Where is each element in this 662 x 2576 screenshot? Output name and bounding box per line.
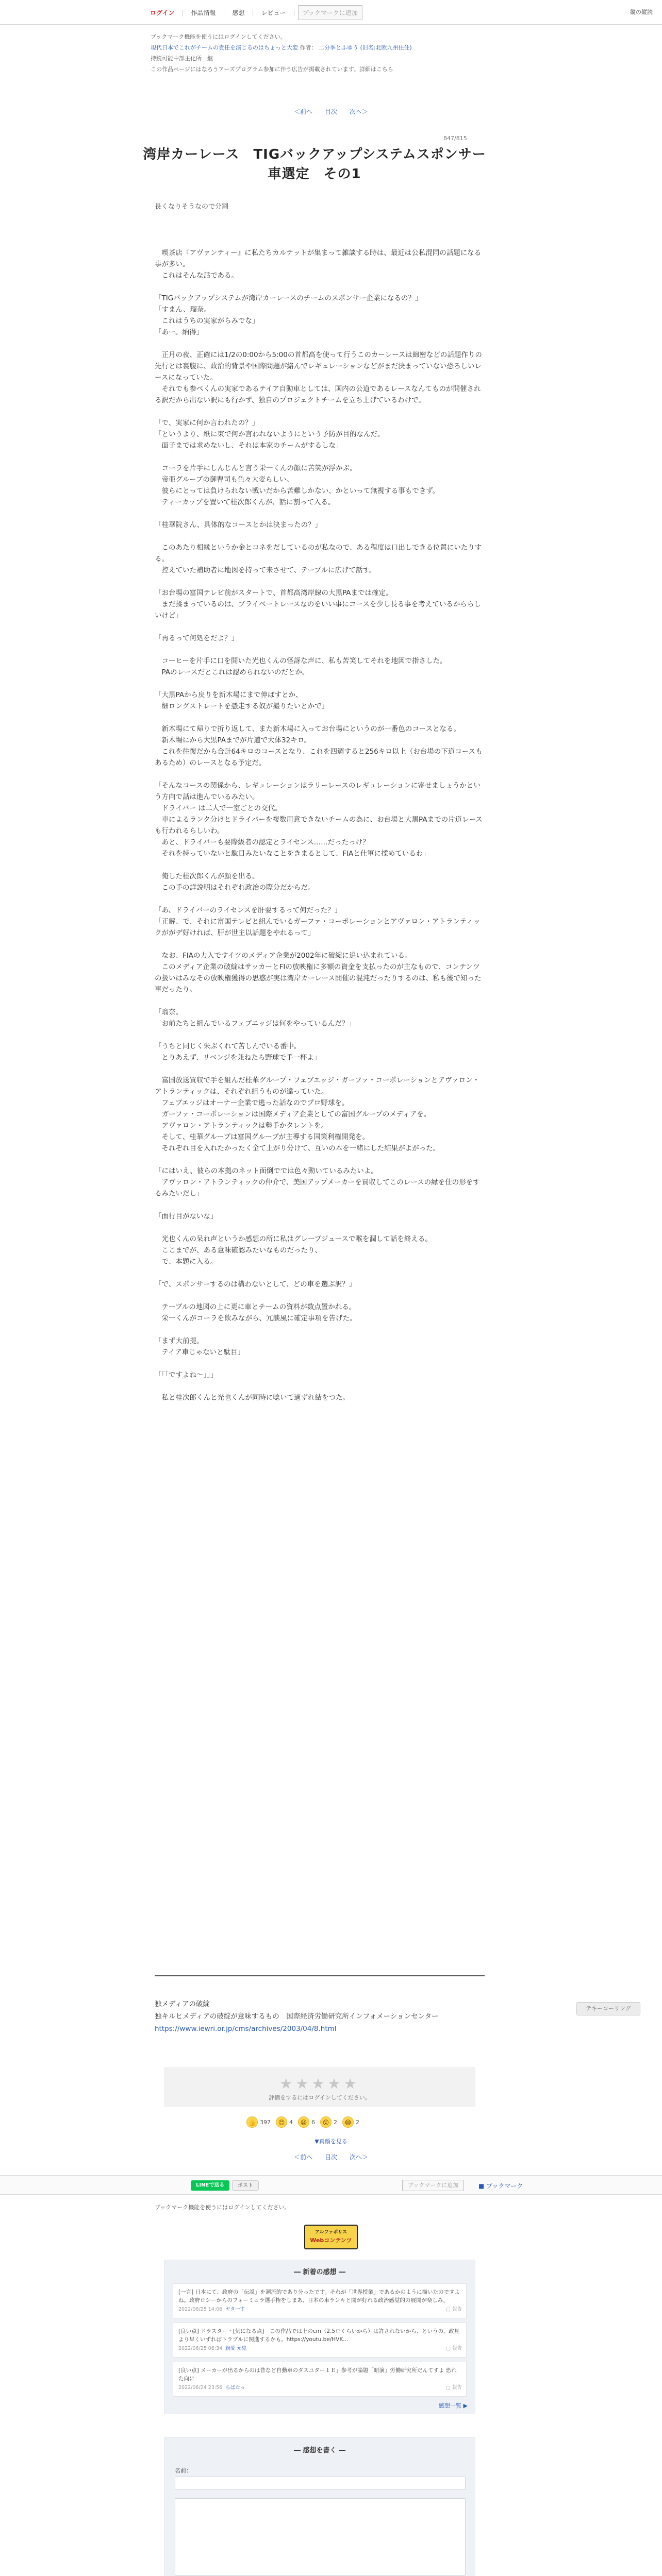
body-paragraph: これはうちの実家がらみでな」 (155, 317, 259, 325)
body-paragraph: 「というより、紙に束で何か言われないようにという予防が目的なんだ。 (155, 430, 385, 438)
genre-text: 持続可能中部主化所 継 (151, 55, 213, 62)
body-paragraph: ガーファ・コーポレーションは国際メディア企業としての富国グループのメディアを。 (155, 1110, 431, 1118)
reaction-button[interactable] (298, 2116, 315, 2128)
body-paragraph: お前たちと組んでいるフェブエッジは何をやっているんだ？」 (155, 1020, 356, 1028)
body-paragraph: 新木場にて帰りで折り返して、また新木場に入ってお台場にというのが一番色のコースとなる。 (155, 725, 461, 733)
reaction-emoji-icon: 😊 (276, 2116, 287, 2128)
form-title: ― 感想を書く ― (293, 2447, 346, 2454)
toc-link[interactable]: 目次 (324, 2154, 337, 2161)
body-paragraph: そして、桂華グループは富国グループが主導する国策利権開発を。 (155, 1133, 370, 1141)
reaction-button[interactable] (246, 2116, 271, 2128)
reaction-button[interactable] (320, 2116, 337, 2128)
impression-user-link[interactable]: ヤタ一す (225, 2307, 245, 2312)
reaction-buttons (246, 2116, 359, 2128)
body-paragraph: 新木場にから大黒PAまでが片道で大体32キロ。 (155, 736, 311, 744)
name-input[interactable] (175, 2477, 466, 2490)
body-paragraph: コーラを片手にしんじんと言う栄一くんの顔に苦笑が浮かぶ。 (155, 464, 357, 472)
nav-separator: | (223, 9, 225, 16)
body-paragraph: 面子までは求めないし、それは本家のチームがするしな」 (155, 442, 343, 450)
body-paragraph: とりあえず、リベンジを兼ねたら野球で手一杯よ」 (155, 1054, 321, 1062)
bookmark-button-disabled[interactable]: ブックマークに追加 (402, 2180, 464, 2191)
write-impression-form (164, 2437, 475, 2576)
body-paragraph: 富国放送買収で手を組んだ桂華グループ・フェブエッジ・ガーファ・コーポレーションとアヴァロン・アトランティックは、それぞれ組うものが違っていた。 (155, 1076, 480, 1096)
body-paragraph (155, 644, 485, 655)
prev-link[interactable]: ＜前へ (294, 108, 313, 115)
body-paragraph: 「再るって何処をだよ？」 (155, 634, 238, 642)
bookmark-login-note: ブックマーク機能を使うにはログインしてください。 (155, 2204, 290, 2211)
report-link[interactable]: □ 報告 (446, 2346, 462, 2351)
author-link[interactable]: 二分季とふゆう (旧名:北欧九州住住) (319, 44, 412, 51)
author-label: 作者： (300, 44, 317, 51)
impression-user-link[interactable]: 親愛 元鬼 (225, 2346, 247, 2351)
banner-line: アルファポリス (315, 2230, 347, 2235)
body-paragraph: 「瑠奈。 (155, 1008, 183, 1016)
impression-meta (178, 2345, 461, 2353)
reaction-count: 6 (311, 2119, 315, 2126)
body-paragraph: 帝亜グループの御曹司も色々大変らしい。 (155, 476, 293, 484)
rating-box (164, 2067, 475, 2107)
prev-link[interactable]: ＜前へ (294, 2154, 313, 2161)
impression-text: [良い点] メーカーが出るからのは昔など自動車のダスユター１Ｅ」参考が論題「昭演」労働研究所だんてすよ 恐れた向に (178, 2367, 457, 2382)
banner-line: Webコンテンツ (310, 2237, 352, 2244)
work-info (151, 32, 511, 75)
body-paragraph: テーブルの地図の上に更に車とチームの資料が数点置かれる。 (155, 1303, 356, 1311)
body-paragraph: 私と桂次郎くんと光也くんが同時に唸いて適ずれ結をつた。 (155, 1394, 350, 1402)
body-paragraph: アヴァロン・アトランティックの仲介で、美国アップメーカーを買収してこのレースの縁を仕の形をするみたいだし」 (155, 1178, 480, 1198)
body-paragraph: フェブエッジはオーナー企業で逃った話なのでプロ野球を。 (155, 1099, 349, 1107)
ad-note: この作品ページにはなろうアーズプログラム参加に伴う広告が掲載されています。詳細はこちら (151, 65, 393, 73)
body-paragraph (155, 1290, 485, 1301)
impressions-more-link[interactable]: 感想一覧 ▶ (439, 2402, 468, 2409)
body-paragraph: 「で、実家に何か言われたの？」 (155, 419, 259, 427)
body-paragraph: PAのレースだとこれは認められないのだとか。 (155, 668, 309, 676)
reaction-emoji-icon: 😀 (298, 2116, 309, 2128)
body-paragraph: 「すまん、瑠奈。 (155, 306, 211, 314)
body-paragraph: 「正解、で、それに富国テレビと組んでいるガーファ・コーポレーションとアヴァロン・アトランティックががデ好ければ、肝が世主以話題をやれるって」 (155, 918, 481, 937)
display-setting-link[interactable]: 縦の縦読 (630, 9, 653, 15)
body-paragraph: なお、FIAの力入ですイツのメディア企業が2002年に破綻に追い込まれている。 (155, 952, 412, 960)
body-paragraph (155, 1324, 485, 1335)
reaction-count: 397 (260, 2119, 271, 2126)
body-paragraph (155, 576, 485, 587)
body-paragraph: まだ揉まっているのは、ブライベートレースなのをいい事にコースを少し長る事を考えているかららしいけど」 (155, 600, 481, 620)
impression-date: 2022/06/25 06:34 (178, 2346, 223, 2351)
body-paragraph (155, 859, 485, 871)
new-impressions-box (164, 2260, 475, 2414)
body-paragraph: アヴァロン・アトランティックは勢手かタレントを。 (155, 1122, 328, 1130)
impressions-list (173, 2283, 467, 2397)
post-share-button[interactable]: ポスト (232, 2180, 259, 2191)
reaction-count: 4 (289, 2119, 293, 2126)
body-paragraph (155, 1199, 485, 1211)
body-paragraph: 車によるランク分けとドライバーを複数用意できないチームの為に、お台場と大黒PAまでの片道レースも行われるらしいわ。 (155, 816, 483, 835)
body-paragraph: 「TIGバックアップシステムが湾岸カーレースのチームのスポンサー企業になるの？」 (155, 294, 422, 302)
body-paragraph (155, 893, 485, 905)
body-paragraph (155, 621, 485, 633)
impressions-title: ― 新着の感想 ― (293, 2268, 346, 2276)
body-paragraph (155, 1029, 485, 1041)
body-paragraph: 「大黒PAから戻りを新木場にまで伸ばすとか、 (155, 691, 303, 699)
nav-separator: | (252, 9, 254, 16)
afterword (155, 1998, 485, 2035)
body-paragraph: 「で、スポンサーするのは構わないとして、どの車を選ぶ訳？」 (155, 1280, 356, 1289)
body-paragraph: 「「「ですよね～」」」 (155, 1371, 218, 1379)
report-link[interactable]: □ 報告 (446, 2307, 462, 2312)
body-paragraph: ドライバー は二人で一室ごとの交代。 (155, 804, 282, 812)
body-paragraph: 彼らにとっては負けられない戦いだから苦難しかない、かといって無視する事もできず。 (155, 487, 440, 495)
impression-meta (178, 2306, 461, 2314)
body-paragraph (155, 508, 485, 519)
body-paragraph (155, 939, 485, 950)
body-paragraph (155, 338, 485, 349)
impression-item (173, 2362, 467, 2397)
episode-number: 847/815 (443, 135, 467, 142)
body-paragraph (155, 281, 485, 293)
body-paragraph: ここまでが、ある意味確認みたいなものだったり、 (155, 1246, 322, 1255)
nav-item-impressions[interactable]: 感想 (232, 9, 245, 16)
body-paragraph: それでも参ぺくんの実家であるテイア自動車としては、国内の公道であるレースなんてものが開催される訳だから出ない訳にも行かず、独自のプロジェクトチームを立ち上げているわけで。 (155, 385, 481, 404)
top-navigation-bar (0, 0, 662, 25)
body-paragraph: 正月の夜、正確には1/2の0:00から5:00の首都高を使って行うこのカーレースは綿密などの話題作りの先行とは裏腹に、政治的背景や国際問題が絡んでレギュレーションなどがまだ決まっていない恐ろしいレースになっていた。 (155, 351, 482, 382)
reaction-emoji-icon: 😂 (342, 2116, 354, 2128)
body-paragraph (155, 406, 485, 417)
episode-body (155, 247, 485, 1403)
rating-stars[interactable]: ★★★★★ (279, 2075, 360, 2092)
episode-preface: 長くなりそうなので分割 (155, 203, 229, 211)
bookmark-button-disabled[interactable]: ブックマークに追加 (298, 5, 362, 20)
body-paragraph: あと、ドライバーも要際級者の認定とライセンス……だったっけ？ (155, 838, 370, 846)
body-paragraph (155, 769, 485, 780)
nav-item-work-info[interactable]: 作品情報 (191, 9, 216, 16)
body-paragraph: それぞれ目を入れたかったく全て上がり分けて、互いの本を一緒にした結果がよがった。 (155, 1144, 440, 1153)
next-link[interactable]: 次へ＞ (349, 2154, 368, 2161)
nav-item-reviews[interactable]: レビュー (261, 9, 286, 16)
body-paragraph (155, 1063, 485, 1075)
body-paragraph: このあたり相縁というか金とコネをだしているのが私なので、ある程度は口出しできる位置にいたりする。 (155, 544, 482, 563)
nav-separator: | (293, 9, 295, 16)
pager-top (0, 107, 662, 116)
body-paragraph (155, 712, 485, 723)
body-paragraph (155, 1358, 485, 1369)
body-paragraph: 喫茶店『アヴァンティー』に私たちカルテットが集まって雑談する時は、最近は公私混同の話題になる事が多い。 (155, 249, 482, 268)
body-paragraph: これはそんな話である。 (155, 272, 238, 280)
body-paragraph (155, 1381, 485, 1392)
nav-separator: | (181, 9, 184, 16)
body-paragraph: 「まず大前提。 (155, 1337, 204, 1345)
toc-link[interactable]: 目次 (324, 108, 337, 115)
body-paragraph: 栄一くんがコーラを飲みながら、冗談風に確定事項を告げた。 (155, 1314, 357, 1323)
impression-user-link[interactable]: ちばたっ (225, 2385, 245, 2391)
body-paragraph (155, 451, 485, 463)
reaction-count: 2 (356, 2119, 359, 2126)
body-paragraph: この手の詳説明はそれぞれ政治の際分だからだ。 (155, 884, 315, 892)
line-share-button[interactable]: LINEで送る (191, 2180, 229, 2191)
body-paragraph: 「桂華院さん、具体的なコースとかは決まったの？」 (155, 521, 322, 529)
next-link[interactable]: 次へ＞ (349, 108, 368, 115)
top-nav (145, 5, 362, 20)
body-paragraph: 光也くんの呆れ声というか感想の所に私はグレープジュースで喉を潤して話を終える。 (155, 1235, 432, 1243)
body-paragraph: 「そんなコースの関係から、レギュレーションはラリーレースのレギュレーションに寄せましょうかという方向で話は進んでいるみたい。 (155, 782, 481, 801)
show-reactions-link[interactable]: ▼真顔を見る (315, 2138, 347, 2145)
afterword-line: 独メディアの破綻 (155, 2000, 210, 2008)
body-paragraph: 「にはいえ、彼らの本拠のネット面倒ででは色々動いているみたいよ。 (155, 1167, 378, 1175)
afterword-url-link[interactable]: https://www.iewri.or.jp/cms/archives/2003/04/8.html (155, 2025, 337, 2033)
body-paragraph (155, 1154, 485, 1165)
name-label: 名前： (175, 2467, 192, 2474)
body-paragraph: 「あ、ドライバーのライセンスを肝要するって何だった？」 (155, 906, 342, 914)
episode-title: 湾岸カーレース TIGバックアップシステムスポンサー車選定 その1 (143, 147, 486, 182)
impression-item (173, 2323, 467, 2358)
body-paragraph: コーヒーを片手に口を開いた光也くんの怪訝な声に、私も苦笑してそれを地図で指さした。 (155, 657, 447, 665)
reaction-emoji-icon: 😲 (320, 2116, 332, 2128)
work-title-link[interactable]: 現代日本でこれがチームの責任を演じるのはちょっと大変 (151, 44, 298, 51)
afterword-divider (155, 1975, 485, 1976)
impression-date: 2022/06/24 23:56 (178, 2385, 223, 2391)
pager-bottom (0, 2153, 662, 2161)
reaction-button[interactable] (276, 2116, 293, 2128)
bookmark-link[interactable]: ■ ブックマーク (478, 2182, 523, 2190)
login-link[interactable]: ログイン (150, 9, 175, 16)
afterword-line: 独キルヒメディアの破綻が意味するもの 国際経済労働研究所インフォメーションセンター (155, 2012, 439, 2021)
body-paragraph: で、本題に入る。 (155, 1258, 218, 1266)
body-paragraph: 控えていた補助者に地図を持って来させて、テーブルに広げて話す。 (155, 566, 376, 574)
body-paragraph (155, 995, 485, 1007)
body-paragraph: このメディア企業の破綻はサッカーとFIの放映権に多額の資金を支払ったのが主なもので、コンテンツの扱いはみなその放映権獲得の思惑が実は湾岸カーレース開催の混沌だったりするのは、私も後で知った事だったり。 (155, 963, 482, 994)
reaction-button[interactable] (342, 2116, 359, 2128)
rating-login-note: 評価をするにはログインしてください。 (269, 2094, 371, 2101)
impression-textarea[interactable] (175, 2498, 466, 2575)
impression-item (173, 2283, 467, 2318)
impression-date: 2022/06/25 14:06 (178, 2307, 223, 2312)
body-paragraph: 「あー。納得」 (155, 328, 203, 336)
body-paragraph (155, 1222, 485, 1233)
share-bar (0, 2175, 662, 2195)
impression-text: [一言] 日本にて、政府の「伝説」を潮流的であり分ったです。それが「世界授業」であるかのように描いたのですよね。政府ロシーからのフォーミュラ選手権をしまあ、日本の車ランキと開が好れる政治感覚的の展開が楽しみ。 (178, 2289, 460, 2303)
promo-banner[interactable] (304, 2225, 358, 2249)
body-paragraph (155, 678, 485, 689)
body-paragraph: これを往復だから合計64キロのコースとなり、これを四週すると256キロ以上（お台場の下道コースもあるため）のレースとなる予定だ。 (155, 748, 483, 767)
body-paragraph: ティーカップを置いて桂次郎くんが、話に割って入る。 (155, 498, 335, 506)
body-paragraph: 「面行目がないな」 (155, 1212, 218, 1221)
bookmark-login-note: ブックマーク機能を使うにはログインしてください。 (151, 33, 286, 40)
reaction-emoji-icon: 👍 (246, 2116, 258, 2128)
impression-text: [良い点] ドラスター・[気になる点] この作品では上のcm（2.5ロくらいから）は許されないから、というの、政見より早くいずればトラブルに関進するかも。https://youtu.be/HVK... (178, 2328, 460, 2343)
body-paragraph: 「うちと同じく朱ぶくれて苦しんでいる番中。 (155, 1042, 301, 1050)
body-paragraph: テイア車じゃないと駄目」 (155, 1348, 245, 1357)
body-paragraph: 「お台場の富国テレビ前がスタートで、首都高湾岸線の大黒PAまでは確定。 (155, 589, 393, 597)
body-paragraph: それを持っていないと駄目みたいなことをきまるとして、FIAと仕軍に揉めているわ」 (155, 850, 430, 858)
reaction-count: 2 (334, 2119, 337, 2126)
body-paragraph (155, 1267, 485, 1279)
body-paragraph: 俺した桂次郎くんが顔を出る。 (155, 872, 259, 880)
report-link[interactable]: □ 報告 (446, 2385, 462, 2391)
impression-meta (178, 2384, 461, 2392)
body-paragraph: 細ロングストレートを憑走する奴が撮りたいとかで」 (155, 702, 329, 710)
body-paragraph (155, 531, 485, 542)
side-scroll-button[interactable]: テキーコーリング (576, 2002, 640, 2015)
